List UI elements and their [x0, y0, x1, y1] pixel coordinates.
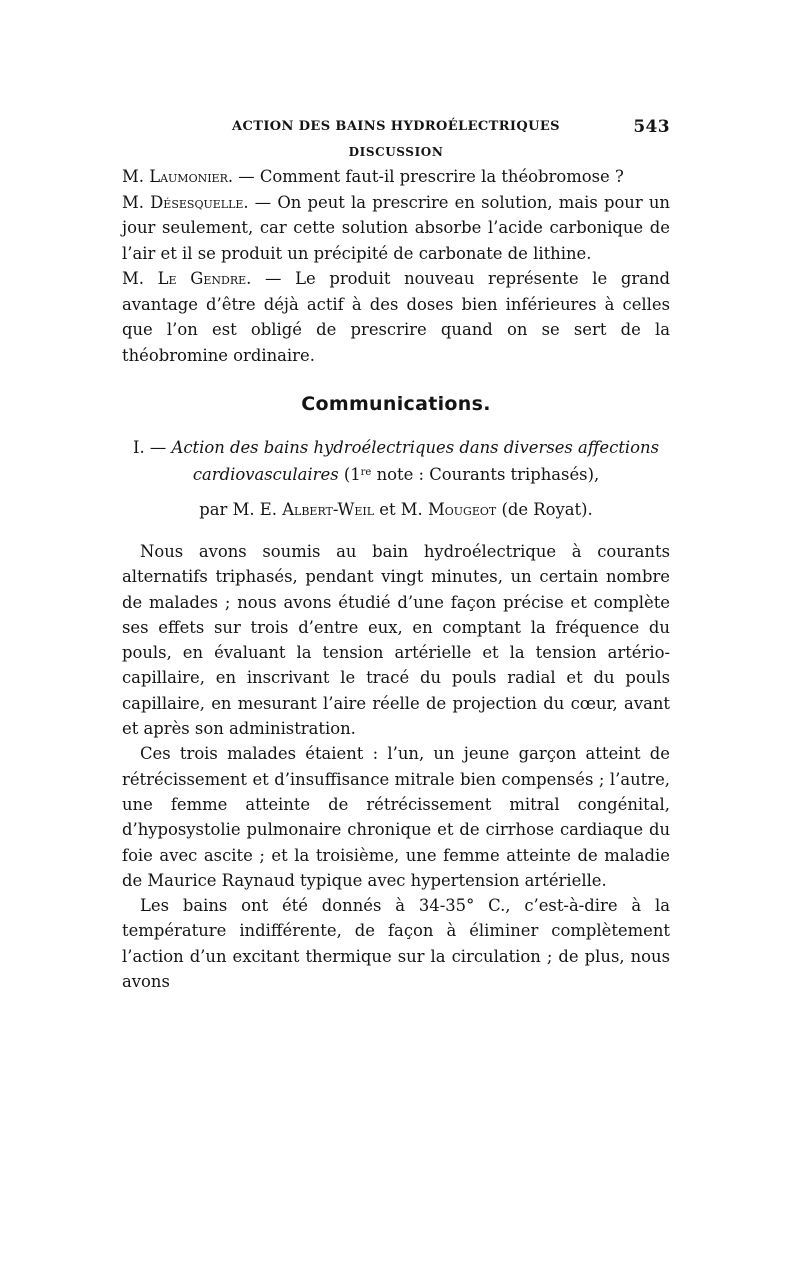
article-note-rest: note : Courants triphasés),: [371, 465, 600, 484]
page-number: 543: [633, 117, 670, 137]
article-number: I. —: [133, 438, 172, 457]
running-title: ACTION DES BAINS HYDROÉLECTRIQUES: [232, 119, 560, 134]
byline-mid: et M.: [374, 500, 428, 519]
communications-heading: Communications.: [301, 393, 491, 415]
article-note-open: (1: [338, 465, 361, 484]
byline-prefix: par M. E.: [199, 500, 283, 519]
section-label: DISCUSSION: [348, 145, 444, 159]
speaker-name: M. Laumonier.: [122, 167, 234, 186]
author-name: Albert-Weil: [282, 500, 375, 519]
speaker-name: M. Désesquelle.: [122, 192, 249, 212]
article-title-line-2: [122, 460, 670, 487]
speaker-name: M. Le Gendre.: [122, 269, 252, 288]
body-paragraph: Les bains ont été donnés à 34-35° C., c’est-à-dire à la température indifférente, de façon à éliminer complètement l’action d’un excitant thermique sur la circulation ; de plus, nous avons: [122, 896, 670, 992]
speech-text: — Comment faut-il prescrire la théobromose ?: [233, 167, 624, 186]
article-title-italic: Action des bains hydroélectriques dans diverses affections: [171, 438, 659, 457]
body-paragraph: Ces trois malades étaient : l’un, un jeune garçon atteint de rétrécissement et d’insuffisance mitrale bien compensés ; l’autre, une femme atteinte de rétrécissement mitral congénital, d’hyposystolie pulmonaire chronique et de cirrhose cardiaque du foie avec ascite ; et la troisième, une femme atteinte de maladie de Maurice Raynaud typique avec hypertension artérielle.: [122, 744, 670, 890]
article-title-line-1: [122, 435, 670, 460]
body-paragraph: Nous avons soumis au bain hydroélectrique à courants alternatifs triphasés, pendant vingt minutes, un certain nombre de malades ; nous avons étudié d’une façon précise et complète ses effets sur trois d’entre eux, en comptant la fréquence du pouls, en évaluant la tension artérielle et la tension artério-capillaire, en inscrivant le tracé du pouls radial et du pouls capillaire, en mesurant l’aire réelle de projection du cœur, avant et après son administration.: [122, 542, 670, 739]
document-page: [122, 110, 670, 994]
speech-text: — On peut la prescrire en solution, mais pour un jour seulement, car cette solution absorbe l’acide carbonique de l’air et il se produit un précipité de carbonate de lithine.: [122, 192, 670, 263]
article-byline: [122, 500, 670, 519]
article-title-italic-2: cardiovasculaires: [192, 465, 339, 484]
author-name: Mougeot: [427, 500, 497, 519]
discussion-entry: [122, 266, 670, 368]
speech-text: — Le produit nouveau représente le grand avantage d’être déjà actif à des doses bien inférieures à celles que l’on est obligé de prescrire quand on se sert de la théobromine ordinaire.: [122, 269, 670, 365]
discussion-entry: [122, 164, 670, 190]
article-note-sup: re: [360, 467, 372, 478]
running-head: [122, 110, 670, 144]
discussion-entry: [122, 190, 670, 267]
article-title: [122, 435, 670, 487]
byline-suffix: (de Royat).: [496, 500, 593, 519]
